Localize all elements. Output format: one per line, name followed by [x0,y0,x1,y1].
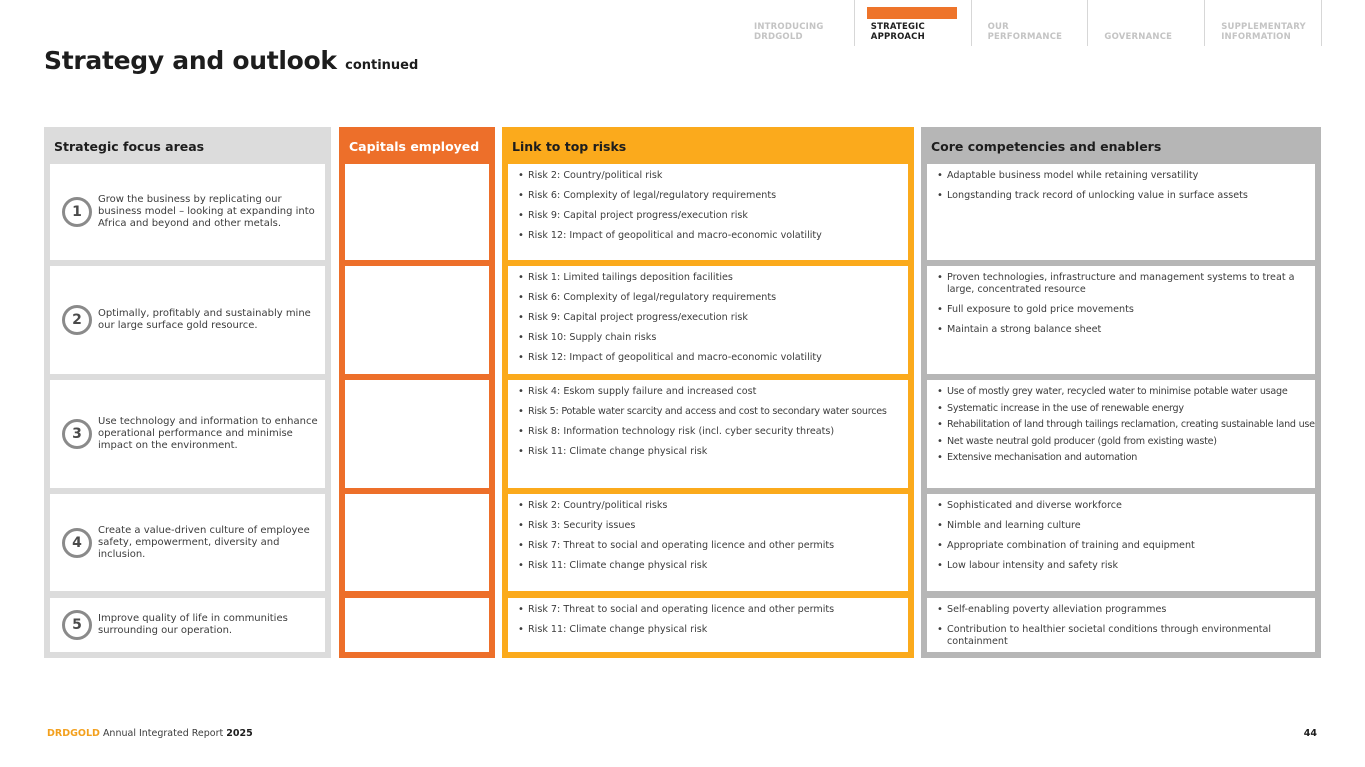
risk-item: • Risk 8: Information technology risk (incl. cyber security threats) [518,426,900,438]
capitals-cell [345,494,489,591]
footer-year: 2025 [226,728,253,739]
risk-item: • Risk 2: Country/political risk [518,170,900,182]
competency-list [927,164,1315,202]
page-number: 44 [1303,728,1317,739]
competency-item: • Proven technologies, infrastructure and management systems to treat a large, concentrated resource [937,272,1307,296]
risks-cell [508,598,908,652]
capitals-cell [345,380,489,488]
nav-tab-line2: INFORMATION [1221,32,1291,42]
nav-tab-line1: SUPPLEMENTARY [1221,22,1306,32]
risk-list [508,598,908,636]
number-badge: 5 [62,610,92,640]
focus-area-text: Use technology and information to enhance operational performance and minimise impact on the environment. [98,416,318,451]
capitals-cell [345,598,489,652]
page-title-main: Strategy and outlook [44,46,337,75]
risks-cell [508,266,908,374]
risks-heading: Link to top risks [512,139,627,154]
risk-item: • Risk 11: Climate change physical risk [518,624,900,636]
risk-item: • Risk 6: Complexity of legal/regulatory requirements [518,190,900,202]
competency-item: • Contribution to healthier societal conditions through environmental containment [937,624,1307,648]
risk-list [508,494,908,572]
risk-item: • Risk 11: Climate change physical risk [518,560,900,572]
risk-list [508,266,908,364]
risk-item: • Risk 12: Impact of geopolitical and macro-economic volatility [518,230,900,242]
nav-tab-line2: APPROACH [870,32,925,42]
competencies-heading: Core competencies and enablers [931,139,1162,154]
focus-area-2 [50,266,325,374]
capitals-heading: Capitals employed [349,139,480,154]
risk-item: • Risk 2: Country/political risks [518,500,900,512]
competencies-cell [927,164,1315,260]
competency-item: • Use of mostly grey water, recycled water to minimise potable water usage [937,386,1307,398]
risk-list [508,380,908,458]
nav-tab-line2: DRDGOLD [754,32,803,42]
nav-tab-introducing[interactable] [738,0,855,46]
competency-list [927,598,1315,648]
focus-area-text: Improve quality of life in communities surrounding our operation. [98,613,288,636]
focus-area-text: Create a value-driven culture of employee safety, empowerment, diversity and inclusion. [98,524,310,560]
competencies-cell [927,494,1315,591]
risk-item: • Risk 3: Security issues [518,520,900,532]
competency-item: • Rehabilitation of land through tailings reclamation, creating sustainable land use [937,419,1307,431]
competencies-column [921,127,1321,658]
footer-text: Annual Integrated Report [102,728,224,739]
capitals-cell [345,266,489,374]
competencies-cell [927,266,1315,374]
number-badge: 2 [62,305,92,335]
focus-area-3 [50,380,325,488]
focus-area-text: Optimally, profitably and sustainably mine our large surface gold resource. [98,308,311,331]
risk-list [508,164,908,242]
focus-areas-column [44,127,331,658]
section-nav [738,0,1322,46]
nav-tab-line2: GOVERNANCE [1104,32,1173,42]
competency-item: • Self-enabling poverty alleviation programmes [937,604,1307,616]
risks-column [502,127,914,658]
competency-item: • Appropriate combination of training and equipment [937,540,1307,552]
focus-area-4 [50,494,325,591]
risks-cell [508,494,908,591]
risk-item: • Risk 12: Impact of geopolitical and macro-economic volatility [518,352,900,364]
competency-item: • Adaptable business model while retaining versatility [937,170,1307,182]
risk-item: • Risk 10: Supply chain risks [518,332,900,344]
risk-item: • Risk 6: Complexity of legal/regulatory requirements [518,292,900,304]
competencies-cell [927,598,1315,652]
competency-item: • Maintain a strong balance sheet [937,324,1307,336]
competency-list [927,266,1315,336]
competency-item: • Nimble and learning culture [937,520,1307,532]
competency-item: • Extensive mechanisation and automation [937,452,1307,464]
nav-tab-line2: PERFORMANCE [987,32,1063,42]
competency-item: • Longstanding track record of unlocking value in surface assets [937,190,1307,202]
competency-list [927,494,1315,572]
number-badge: 3 [62,419,92,449]
number-badge: 1 [62,197,92,227]
capitals-cell [345,164,489,260]
competency-item: • Systematic increase in the use of renewable energy [937,403,1307,415]
nav-tab-line1: STRATEGIC [870,22,925,32]
footer-brand: DRDGOLD [47,728,100,739]
page-title [44,46,418,75]
competencies-cell [927,380,1315,488]
risk-item: • Risk 9: Capital project progress/execution risk [518,210,900,222]
focus-areas-heading: Strategic focus areas [54,139,205,154]
risks-cell [508,380,908,488]
number-badge: 4 [62,528,92,558]
risk-item: • Risk 7: Threat to social and operating licence and other permits [518,540,900,552]
competency-item: • Low labour intensity and safety risk [937,560,1307,572]
competency-item: • Net waste neutral gold producer (gold from existing waste) [937,436,1307,448]
nav-tab-line1 [1104,22,1204,32]
risk-item: • Risk 4: Eskom supply failure and increased cost [518,386,900,398]
focus-area-1 [50,164,325,260]
nav-tab-strategic-approach[interactable] [855,0,972,46]
nav-tab-governance[interactable] [1088,0,1205,46]
focus-area-5 [50,598,325,652]
capitals-column [339,127,495,658]
risk-item: • Risk 11: Climate change physical risk [518,446,900,458]
risk-item: • Risk 7: Threat to social and operating licence and other permits [518,604,900,616]
footer [47,728,253,739]
nav-tab-line1: INTRODUCING [754,22,824,32]
risk-item: • Risk 9: Capital project progress/execution risk [518,312,900,324]
risk-item: • Risk 1: Limited tailings deposition facilities [518,272,900,284]
competency-item: • Sophisticated and diverse workforce [937,500,1307,512]
risks-cell [508,164,908,260]
risk-item: • Risk 5: Potable water scarcity and access and cost to secondary water sources [518,406,900,418]
nav-tab-supplementary[interactable] [1205,0,1322,46]
competency-item: • Full exposure to gold price movements [937,304,1307,316]
active-indicator [867,7,957,19]
page-title-sub: continued [345,58,419,73]
nav-tab-our-performance[interactable] [972,0,1089,46]
nav-tab-line1: OUR [987,22,1009,32]
focus-area-text: Grow the business by replicating our business model – looking at expanding into Africa and beyond and other metals. [98,194,315,229]
competency-list [927,380,1315,464]
